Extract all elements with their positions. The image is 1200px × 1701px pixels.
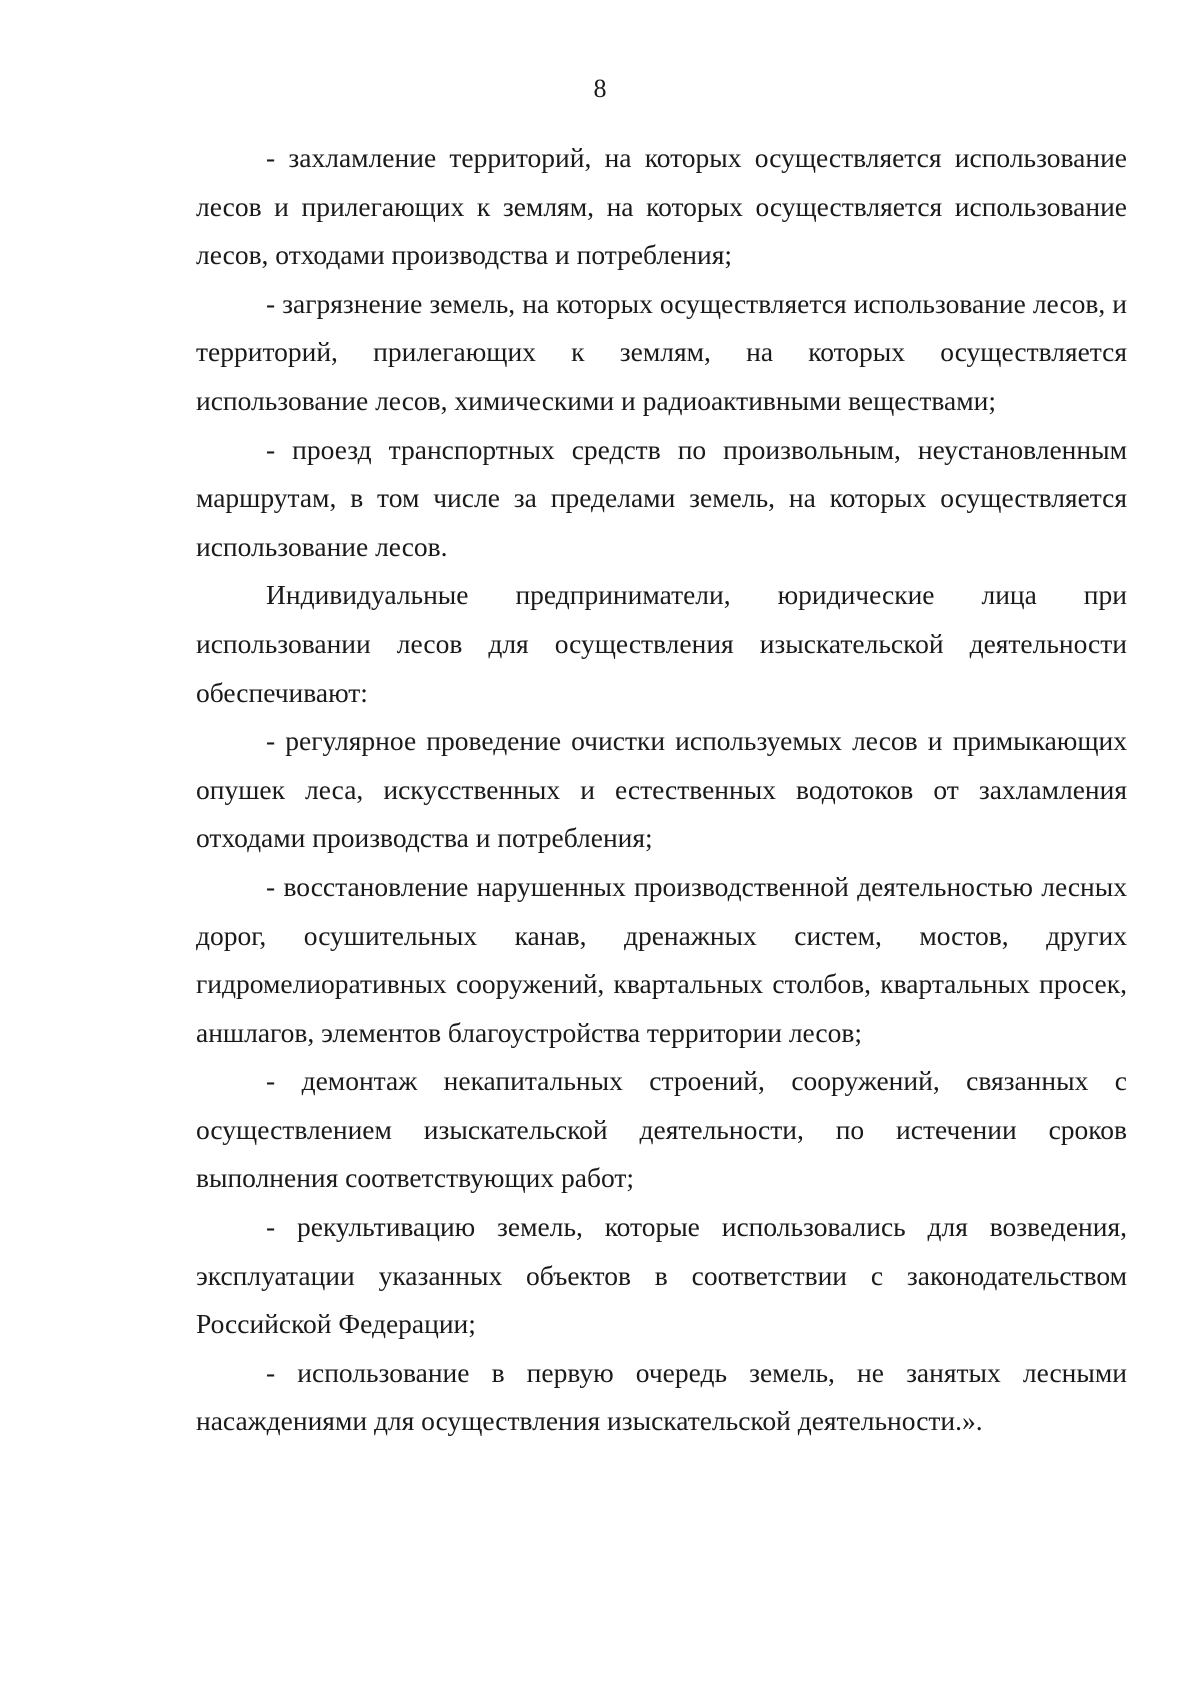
- paragraph-vehicle-passage: - проезд транспортных средств по произвольным, неустановленным маршрутам, в том числе за пределами земель, на которых осуществляется использование лесов.: [196, 433, 1127, 562]
- paragraph-obligations-intro: Индивидуальные предприниматели, юридические лица при использовании лесов для осуществления изыскательской деятельности обеспечивают:: [196, 579, 1127, 708]
- paragraph-littering: - захламление территорий, на которых осуществляется использование лесов и прилегающих к землям, на которых осуществляется использование лесов, отходами производства и потребления;: [196, 142, 1127, 271]
- page-number: 8: [593, 74, 607, 103]
- document-body: [196, 134, 1127, 1446]
- paragraph-pollution: - загрязнение земель, на которых осуществляется использование лесов, и территорий, прилегающих к землям, на которых осуществляется использование лесов, химическими и радиоактивными веществами;: [196, 287, 1127, 416]
- paragraph-cleaning: - регулярное проведение очистки используемых лесов и примыкающих опушек леса, искусственных и естественных водотоков от захламления отходами производства и потребления;: [196, 725, 1127, 854]
- paragraph-recultivation: - рекультивацию земель, которые использовались для возведения, эксплуатации указанных объектов в соответствии с законодательством Российской Федерации;: [196, 1211, 1127, 1340]
- paragraph-dismantling: - демонтаж некапитальных строений, сооружений, связанных с осуществлением изыскательской деятельности, по истечении сроков выполнения соответствующих работ;: [196, 1065, 1127, 1194]
- paragraph-restoration: - восстановление нарушенных производственной деятельностью лесных дорог, осушительных канав, дренажных систем, мостов, других гидромелиоративных сооружений, квартальных столбов, квартальных просек, аншлагов, элементов благоустройства территории лесов;: [196, 870, 1127, 1048]
- paragraph-land-use-priority: - использование в первую очередь земель, не занятых лесными насаждениями для осуществления изыскательской деятельности.».: [196, 1356, 1127, 1437]
